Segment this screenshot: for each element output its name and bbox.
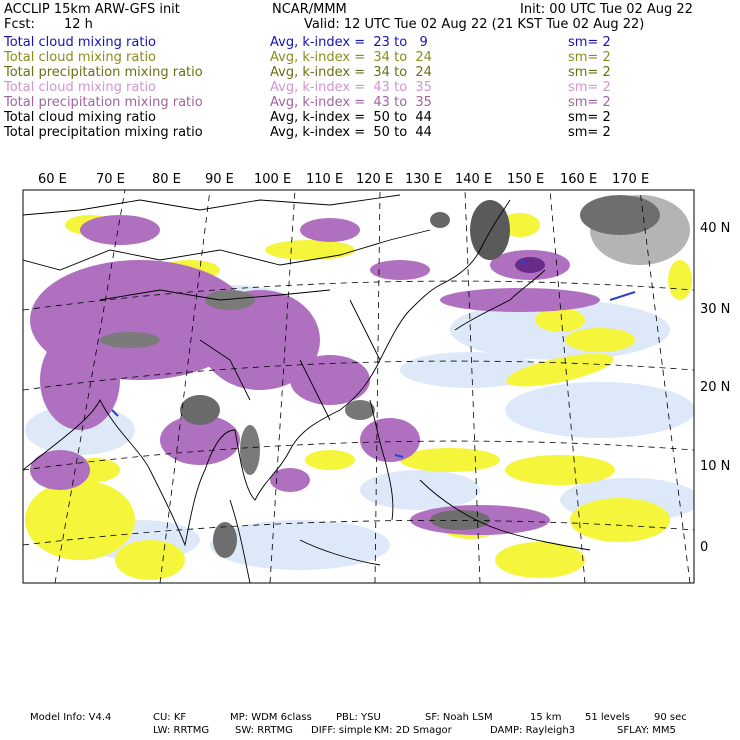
footer-item: 90 sec <box>654 712 687 723</box>
legend-field: Total cloud mixing ratio <box>4 35 157 50</box>
legend-range: Avg, k-index = 43 to 35 <box>270 95 432 110</box>
legend-smoothing: sm= 2 <box>568 35 611 50</box>
legend-field: Total precipitation mixing ratio <box>4 125 203 140</box>
longitude-label: 90 E <box>205 172 234 187</box>
latitude-label: 0 <box>700 540 709 555</box>
longitude-label: 70 E <box>96 172 125 187</box>
init-time: Init: 00 UTC Tue 02 Aug 22 <box>520 2 693 17</box>
footer-item: DAMP: Rayleigh3 <box>490 725 576 736</box>
footer-item: DIFF: simple <box>311 725 372 736</box>
fcst-label: Fcst: <box>4 17 35 32</box>
legend-field: Total cloud mixing ratio <box>4 50 157 65</box>
legend-range: Avg, k-index = 34 to 24 <box>270 65 432 80</box>
legend-smoothing: sm= 2 <box>568 110 611 125</box>
legend-range: Avg, k-index = 43 to 35 <box>270 80 432 95</box>
longitude-label: 160 E <box>560 172 598 187</box>
legend-field: Total cloud mixing ratio <box>4 110 157 125</box>
legend-smoothing: sm= 2 <box>568 80 611 95</box>
longitude-label: 130 E <box>405 172 443 187</box>
legend-field: Total cloud mixing ratio <box>4 80 157 95</box>
footer-item: SW: RRTMG <box>235 725 293 736</box>
footer-item: KM: 2D Smagor <box>374 725 452 736</box>
latitude-label: 40 N <box>700 221 731 236</box>
latitude-label: 10 N <box>700 459 731 474</box>
longitude-label: 80 E <box>152 172 181 187</box>
legend-smoothing: sm= 2 <box>568 65 611 80</box>
legend-smoothing: sm= 2 <box>568 50 611 65</box>
legend-range: Avg, k-index = 50 to 44 <box>270 110 432 125</box>
footer-item: 51 levels <box>585 712 630 723</box>
model-title: ACCLIP 15km ARW-GFS init <box>4 2 180 17</box>
footer-item: SFLAY: MM5 <box>617 725 676 736</box>
valid-time: Valid: 12 UTC Tue 02 Aug 22 (21 KST Tue 02 Aug 22) <box>304 17 645 32</box>
footer-item: Model Info: V4.4 <box>30 712 112 723</box>
longitude-label: 110 E <box>306 172 344 187</box>
legend-range: Avg, k-index = 23 to 9 <box>270 35 428 50</box>
legend-smoothing: sm= 2 <box>568 125 611 140</box>
longitude-label: 100 E <box>254 172 292 187</box>
legend-field: Total precipitation mixing ratio <box>4 65 203 80</box>
footer-item: CU: KF <box>153 712 187 723</box>
footer-item: SF: Noah LSM <box>425 712 493 723</box>
footer-item: 15 km <box>530 712 562 723</box>
legend-range: Avg, k-index = 50 to 44 <box>270 125 432 140</box>
longitude-label: 170 E <box>612 172 650 187</box>
latitude-label: 20 N <box>700 380 731 395</box>
longitude-label: 140 E <box>455 172 493 187</box>
footer-item: MP: WDM 6class <box>230 712 312 723</box>
fcst-value: 12 h <box>64 17 93 32</box>
org-label: NCAR/MMM <box>272 2 347 17</box>
legend-smoothing: sm= 2 <box>568 95 611 110</box>
latitude-label: 30 N <box>700 302 731 317</box>
legend-range: Avg, k-index = 34 to 24 <box>270 50 432 65</box>
longitude-label: 60 E <box>38 172 67 187</box>
longitude-label: 120 E <box>356 172 394 187</box>
footer-item: PBL: YSU <box>336 712 381 723</box>
legend-field: Total precipitation mixing ratio <box>4 95 203 110</box>
footer-item: LW: RRTMG <box>153 725 210 736</box>
longitude-label: 150 E <box>507 172 545 187</box>
